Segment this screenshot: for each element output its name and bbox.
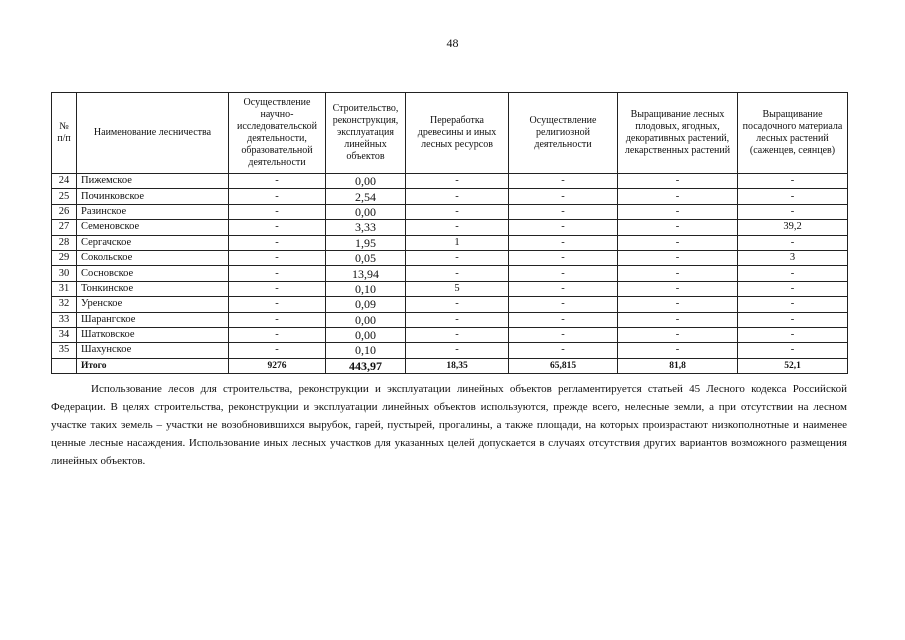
forestry-name: Тонкинское — [77, 281, 229, 296]
row-number: 35 — [52, 343, 77, 358]
planting-material-value: - — [738, 297, 848, 312]
planting-material-value: 39,2 — [738, 220, 848, 235]
forestry-name: Уренское — [77, 297, 229, 312]
wood-processing-value: 5 — [406, 281, 509, 296]
forestry-name: Сергачское — [77, 235, 229, 250]
wood-processing-value: - — [406, 204, 509, 219]
total-planting-material: 52,1 — [738, 358, 848, 373]
construction-value: 3,33 — [326, 220, 406, 235]
fruit-plants-value: - — [618, 312, 738, 327]
row-number: 33 — [52, 312, 77, 327]
row-number: 32 — [52, 297, 77, 312]
planting-material-value: - — [738, 174, 848, 189]
table-row — [52, 266, 848, 281]
forestry-name: Разинское — [77, 204, 229, 219]
research-value: - — [229, 204, 326, 219]
planting-material-value: - — [738, 235, 848, 250]
research-value: - — [229, 281, 326, 296]
research-value: - — [229, 174, 326, 189]
wood-processing-value: - — [406, 312, 509, 327]
religious-value: - — [509, 312, 618, 327]
fruit-plants-value: - — [618, 281, 738, 296]
religious-value: - — [509, 250, 618, 265]
header-forestry-name: Наименование лесничества — [77, 93, 229, 174]
wood-processing-value: - — [406, 297, 509, 312]
row-number: 26 — [52, 204, 77, 219]
planting-material-value: - — [738, 266, 848, 281]
forestry-name: Шарангское — [77, 312, 229, 327]
wood-processing-value: - — [406, 327, 509, 342]
total-label: Итого — [77, 358, 229, 373]
religious-value: - — [509, 281, 618, 296]
total-research: 9276 — [229, 358, 326, 373]
row-number: 29 — [52, 250, 77, 265]
fruit-plants-value: - — [618, 204, 738, 219]
forestry-name: Семеновское — [77, 220, 229, 235]
research-value: - — [229, 312, 326, 327]
planting-material-value: - — [738, 281, 848, 296]
forestry-name: Пижемское — [77, 174, 229, 189]
row-number: 34 — [52, 327, 77, 342]
religious-value: - — [509, 220, 618, 235]
header-fruit-plants: Выращивание лесных плодовых, ягодных, декоративных растений, лекарственных растений — [618, 93, 738, 174]
total-number-cell — [52, 358, 77, 373]
planting-material-value: - — [738, 312, 848, 327]
fruit-plants-value: - — [618, 189, 738, 204]
research-value: - — [229, 235, 326, 250]
construction-value: 0,09 — [326, 297, 406, 312]
forestry-name: Сокольское — [77, 250, 229, 265]
fruit-plants-value: - — [618, 220, 738, 235]
construction-value: 13,94 — [326, 266, 406, 281]
fruit-plants-value: - — [618, 235, 738, 250]
wood-processing-value: - — [406, 343, 509, 358]
religious-value: - — [509, 297, 618, 312]
page-number: 48 — [446, 36, 459, 50]
forestry-name: Шахунское — [77, 343, 229, 358]
row-number: 30 — [52, 266, 77, 281]
wood-processing-value: 1 — [406, 235, 509, 250]
wood-processing-value: - — [406, 174, 509, 189]
row-number: 27 — [52, 220, 77, 235]
construction-value: 0,00 — [326, 204, 406, 219]
planting-material-value: 3 — [738, 250, 848, 265]
table-row — [52, 250, 848, 265]
wood-processing-value: - — [406, 250, 509, 265]
research-value: - — [229, 327, 326, 342]
construction-value: 0,05 — [326, 250, 406, 265]
row-number: 31 — [52, 281, 77, 296]
row-number: 24 — [52, 174, 77, 189]
religious-value: - — [509, 174, 618, 189]
header-number: № п/п — [52, 93, 77, 174]
fruit-plants-value: - — [618, 297, 738, 312]
row-number: 25 — [52, 189, 77, 204]
construction-value: 0,00 — [326, 174, 406, 189]
research-value: - — [229, 250, 326, 265]
research-value: - — [229, 220, 326, 235]
religious-value: - — [509, 235, 618, 250]
header-religious: Осуществление религиозной деятельности — [509, 93, 618, 174]
total-construction: 443,97 — [326, 358, 406, 373]
fruit-plants-value: - — [618, 343, 738, 358]
table-row — [52, 174, 848, 189]
table-row — [52, 327, 848, 342]
religious-value: - — [509, 189, 618, 204]
row-number: 28 — [52, 235, 77, 250]
wood-processing-value: - — [406, 266, 509, 281]
forestry-name: Шатковское — [77, 327, 229, 342]
fruit-plants-value: - — [618, 327, 738, 342]
wood-processing-value: - — [406, 220, 509, 235]
wood-processing-value: - — [406, 189, 509, 204]
religious-value: - — [509, 343, 618, 358]
table-row — [52, 220, 848, 235]
research-value: - — [229, 343, 326, 358]
header-planting-material: Выращивание посадочного материала лесных растений (саженцев, сеянцев) — [738, 93, 848, 174]
table-row — [52, 235, 848, 250]
construction-value: 0,00 — [326, 327, 406, 342]
research-value: - — [229, 189, 326, 204]
construction-value: 0,10 — [326, 281, 406, 296]
total-wood-processing: 18,35 — [406, 358, 509, 373]
header-construction: Строительство, реконструкция, эксплуатация линейных объектов — [326, 93, 406, 174]
religious-value: - — [509, 327, 618, 342]
table-total-row — [52, 358, 848, 373]
religious-value: - — [509, 204, 618, 219]
forestry-name: Починковское — [77, 189, 229, 204]
table-row — [52, 204, 848, 219]
planting-material-value: - — [738, 189, 848, 204]
forestry-name: Сосновское — [77, 266, 229, 281]
construction-value: 1,95 — [326, 235, 406, 250]
total-fruit-plants: 81,8 — [618, 358, 738, 373]
total-religious: 65,815 — [509, 358, 618, 373]
table-header-row — [52, 93, 848, 174]
table-row — [52, 312, 848, 327]
religious-value: - — [509, 266, 618, 281]
forestry-usage-table — [51, 92, 848, 374]
planting-material-value: - — [738, 327, 848, 342]
construction-value: 0,10 — [326, 343, 406, 358]
planting-material-value: - — [738, 343, 848, 358]
body-paragraph: Использование лесов для строительства, реконструкции и эксплуатации линейных объектов регламентируется статьей 45 Лесного кодекса Российской Федерации. В целях строительства, реконструкции и эксплуатации линейных объектов используются, прежде всего, нелесные земли, а при отсутствии на лесном участке таких земель – участки не возобновившихся вырубок, гарей, пустырей, прогалины, а также площади, на которых произрастают низкополнотные и наименее ценные лесные насаждения. Использование иных лесных участков для указанных целей допускается в случаях отсутствия других вариантов возможного размещения линейных объектов. — [51, 383, 847, 467]
header-wood-processing: Переработка древесины и иных лесных ресурсов — [406, 93, 509, 174]
planting-material-value: - — [738, 204, 848, 219]
fruit-plants-value: - — [618, 174, 738, 189]
fruit-plants-value: - — [618, 250, 738, 265]
table-row — [52, 343, 848, 358]
construction-value: 0,00 — [326, 312, 406, 327]
construction-value: 2,54 — [326, 189, 406, 204]
fruit-plants-value: - — [618, 266, 738, 281]
table-body — [52, 174, 848, 374]
research-value: - — [229, 266, 326, 281]
table-row — [52, 297, 848, 312]
research-value: - — [229, 297, 326, 312]
table-row — [52, 189, 848, 204]
table-row — [52, 281, 848, 296]
header-research: Осуществление научно-исследовательской деятельности, образовательной деятельности — [229, 93, 326, 174]
